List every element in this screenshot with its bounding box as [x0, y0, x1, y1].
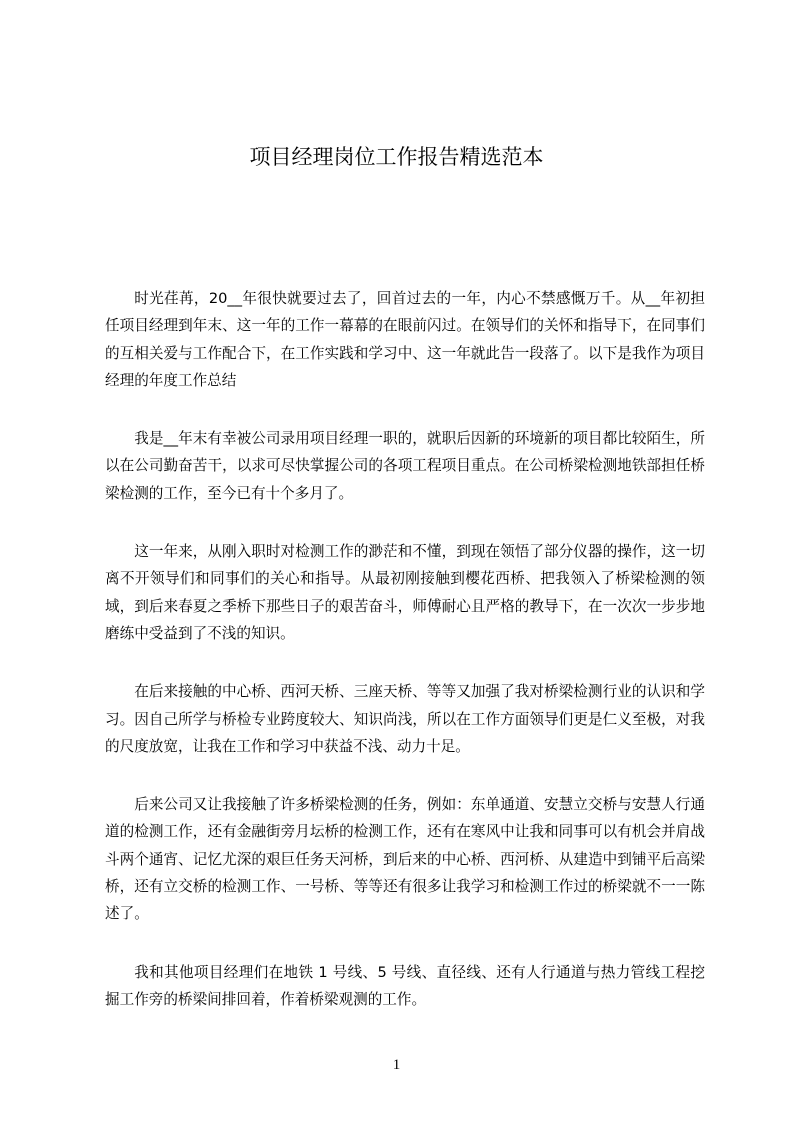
page-number: 1: [392, 1057, 401, 1073]
paragraph-1: 时光荏苒，20__年很快就要过去了，回首过去的一年，内心不禁感慨万千。从__年初担任项目经理到年末、这一年的工作一幕幕的在眼前闪过。在领导们的关怀和指导下，在同事们的互相关爱与工作配合下，在工作实践和学习中、这一年就此告一段落了。以下是我作为项目经理的年度工作总结: [105, 290, 705, 389]
paragraph-6: 我和其他项目经理们在地铁 1 号线、5 号线、直径线、还有人行通道与热力管线工程挖掘工作旁的桥梁间排回着，作着桥梁观测的工作。: [105, 963, 705, 1008]
document-body: [105, 285, 705, 1044]
document-title: 项目经理岗位工作报告精选范本: [249, 145, 544, 169]
paragraph-5: 后来公司又让我接触了许多桥梁检测的任务，例如：东单通道、安慧立交桥与安慧人行通道的检测工作，还有金融街旁月坛桥的检测工作，还有在寒风中让我和同事可以有机会并肩战斗两个通宵、记忆尤深的艰巨任务天河桥，到后来的中心桥、西河桥、从建造中到铺平后高梁桥，还有立交桥的检测工作、一号桥、等等还有很多让我学习和检测工作过的桥梁就不一一陈述了。: [105, 796, 705, 923]
paragraph-4: 在后来接触的中心桥、西河天桥、三座天桥、等等又加强了我对桥梁检测行业的认识和学习。因自己所学与桥检专业跨度较大、知识尚浅，所以在工作方面领导们更是仁义至极，对我的尺度放宽，让我在工作和学习中获益不浅、动力十足。: [105, 683, 705, 755]
paragraph-2: 我是__年末有幸被公司录用项目经理一职的，就职后因新的环境新的项目都比较陌生，所以在公司勤奋苦干，以求可尽快掌握公司的各项工程项目重点。在公司桥梁检测地铁部担任桥梁检测的工作，至今已有十个多月了。: [105, 430, 705, 502]
paragraph-3: 这一年来，从刚入职时对检测工作的渺茫和不懂，到现在领悟了部分仪器的操作，这一切离不开领导们和同事们的关心和指导。从最初刚接触到樱花西桥、把我领入了桥梁检测的领域，到后来春夏之季桥下那些日子的艰苦奋斗，师傅耐心且严格的教导下，在一次次一步步地磨练中受益到了不浅的知识。: [105, 543, 705, 642]
